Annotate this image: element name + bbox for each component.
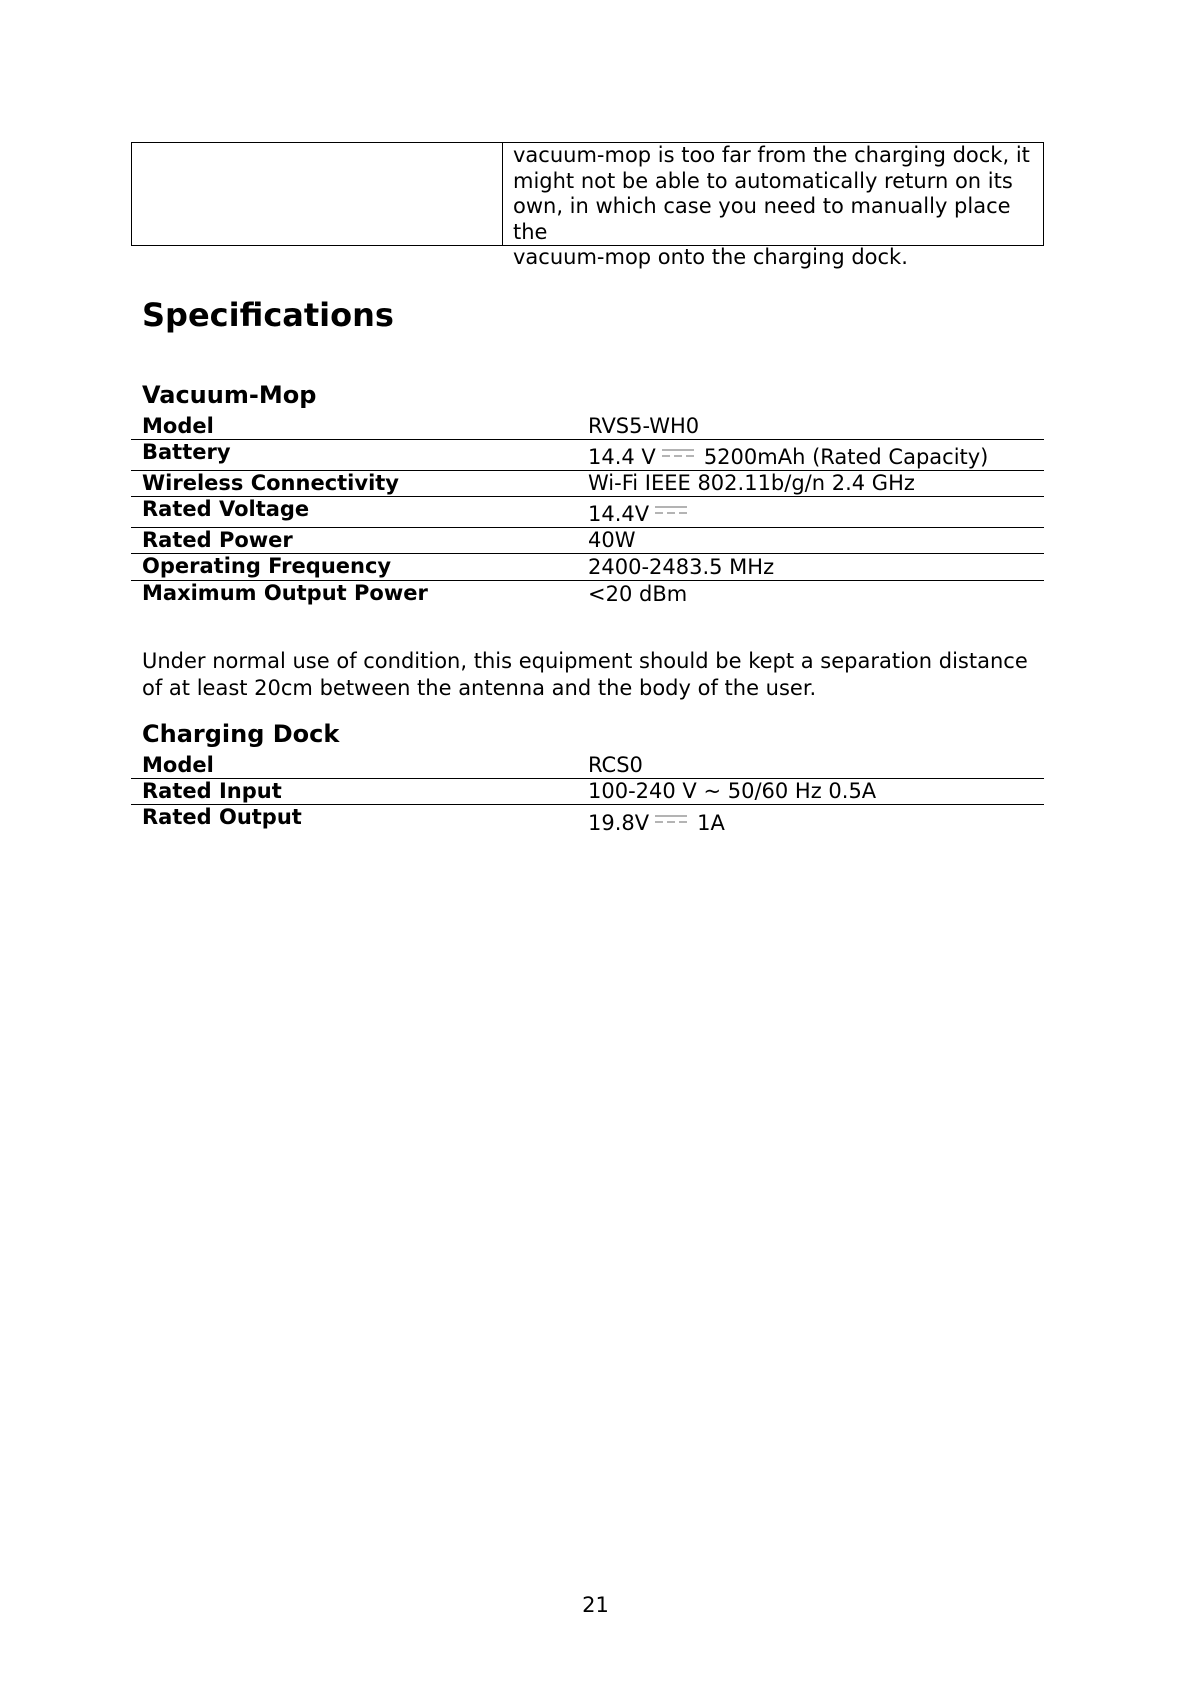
continuation-line: vacuum-mop is too far from the charging dock, it — [513, 143, 1030, 167]
spec-value-voltage: 14.4V — [588, 502, 650, 526]
spec-row-rated-voltage — [131, 497, 1044, 528]
spec-row-rated-output — [131, 805, 1044, 836]
spec-row-rated-input — [131, 779, 1044, 805]
spec-label: Wireless Connectivity — [142, 471, 399, 495]
spec-row-battery — [131, 440, 1044, 471]
vacuum-mop-spec-table — [131, 414, 1044, 607]
continuation-line: vacuum-mop onto the charging dock. — [513, 245, 908, 269]
dc-current-icon — [662, 448, 694, 458]
spec-label: Rated Voltage — [142, 497, 310, 521]
spec-value: Wi-Fi IEEE 802.11b/g/n 2.4 GHz — [588, 471, 915, 495]
continuation-line: might not be able to automatically return on its — [513, 168, 1013, 193]
continuation-table — [131, 142, 1044, 269]
spec-label: Rated Power — [142, 528, 293, 552]
spec-row-dock-model — [131, 753, 1044, 779]
spec-label: Rated Output — [142, 805, 302, 829]
rf-exposure-note: Under normal use of condition, this equipment should be kept a separation distance of at least 20cm between the antenna and the body of the user. — [142, 649, 1028, 700]
spec-value: 100-240 V ~ 50/60 Hz 0.5A — [588, 779, 877, 803]
spec-value — [588, 502, 1044, 527]
spec-row-wireless — [131, 471, 1044, 497]
continuation-line: own, in which case you need to manually place the — [513, 194, 1011, 244]
spec-label: Model — [142, 414, 214, 438]
spec-label: Rated Input — [142, 779, 282, 803]
charging-dock-heading: Charging Dock — [142, 720, 340, 748]
vacuum-mop-heading: Vacuum-Mop — [142, 381, 317, 409]
spec-row-operating-frequency — [131, 554, 1044, 581]
spec-value: 2400-2483.5 MHz — [588, 555, 775, 579]
dc-current-icon — [655, 505, 687, 515]
spec-value-current: 1A — [697, 811, 725, 835]
spec-row-rated-power — [131, 528, 1044, 554]
spec-value — [588, 445, 1044, 470]
spec-label: Battery — [142, 440, 231, 464]
spec-value — [588, 811, 1044, 836]
page-title: Specifications — [142, 296, 394, 334]
spec-label: Model — [142, 753, 214, 777]
page-number: 21 — [582, 1593, 609, 1617]
charging-dock-spec-table — [131, 753, 1044, 836]
spec-value: RVS5-WH0 — [588, 414, 700, 438]
dc-current-icon — [655, 814, 687, 824]
spec-value: RCS0 — [588, 753, 643, 777]
spec-label: Operating Frequency — [142, 554, 392, 578]
continuation-empty-cell — [132, 143, 503, 245]
spec-value-voltage: 14.4 V — [588, 445, 656, 469]
spec-value-voltage: 19.8V — [588, 811, 650, 835]
spec-row-max-output-power — [131, 581, 1044, 607]
continuation-text-cell — [503, 143, 1043, 269]
spec-value-capacity: 5200mAh (Rated Capacity) — [703, 445, 989, 469]
spec-label: Maximum Output Power — [142, 581, 428, 605]
spec-value: <20 dBm — [588, 582, 688, 606]
spec-row-model — [131, 414, 1044, 440]
spec-value: 40W — [588, 528, 636, 552]
